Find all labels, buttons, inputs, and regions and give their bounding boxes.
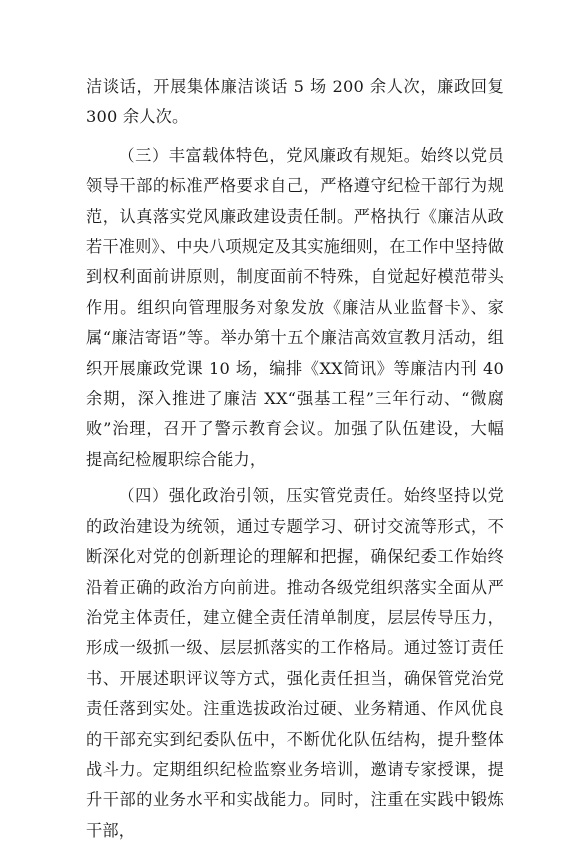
paragraph-continuation: 洁谈话，开展集体廉洁谈话 5 场 200 余人次，廉政回复 300 余人次。 <box>86 77 504 127</box>
document-body <box>86 72 504 846</box>
paragraph-section-three: （三）丰富载体特色，党风廉政有规矩。始终以党员领导干部的标准严格要求自己，严格遵守纪检干部行为规范，认真落实党风廉政建设责任制。严格执行《廉洁从政若干准则》、中央八项规定及其实施细则，在工作中坚持做到权利面前讲原则，制度面前不特殊，自觉起好模范带头作用。组织向管理服务对象发放《廉洁从业监督卡》、家属“廉洁寄语”等。举办第十五个廉洁高效宣教月活动，组织开展廉政党课 10 场，编排《XX简讯》等廉洁内刊 40 余期，深入推进了廉洁 XX“强基工程”三年行动、“微腐败”治理，召开了警示教育会议。加强了队伍建设，大幅提高纪检履职综合能力， <box>86 145 504 469</box>
paragraph-section-four: （四）强化政治引领，压实管党责任。始终坚持以党的政治建设为统领，通过专题学习、研讨交流等形式，不断深化对党的创新理论的理解和把握，确保纪委工作始终沿着正确的政治方向前进。推动各级党组织落实全面从严治党主体责任，建立健全责任清单制度，层层传导压力，形成一级抓一级、层层抓落实的工作格局。通过签订责任书、开展述职评议等方式，强化责任担当，确保管党治党责任落到实处。注重选拔政治过硬、业务精通、作风优良的干部充实到纪委队伍中，不断优化队伍结构，提升整体战斗力。定期组织纪检监察业务培训，邀请专家授课，提升干部的业务水平和实战能力。同时，注重在实践中锻炼干部， <box>86 486 504 840</box>
